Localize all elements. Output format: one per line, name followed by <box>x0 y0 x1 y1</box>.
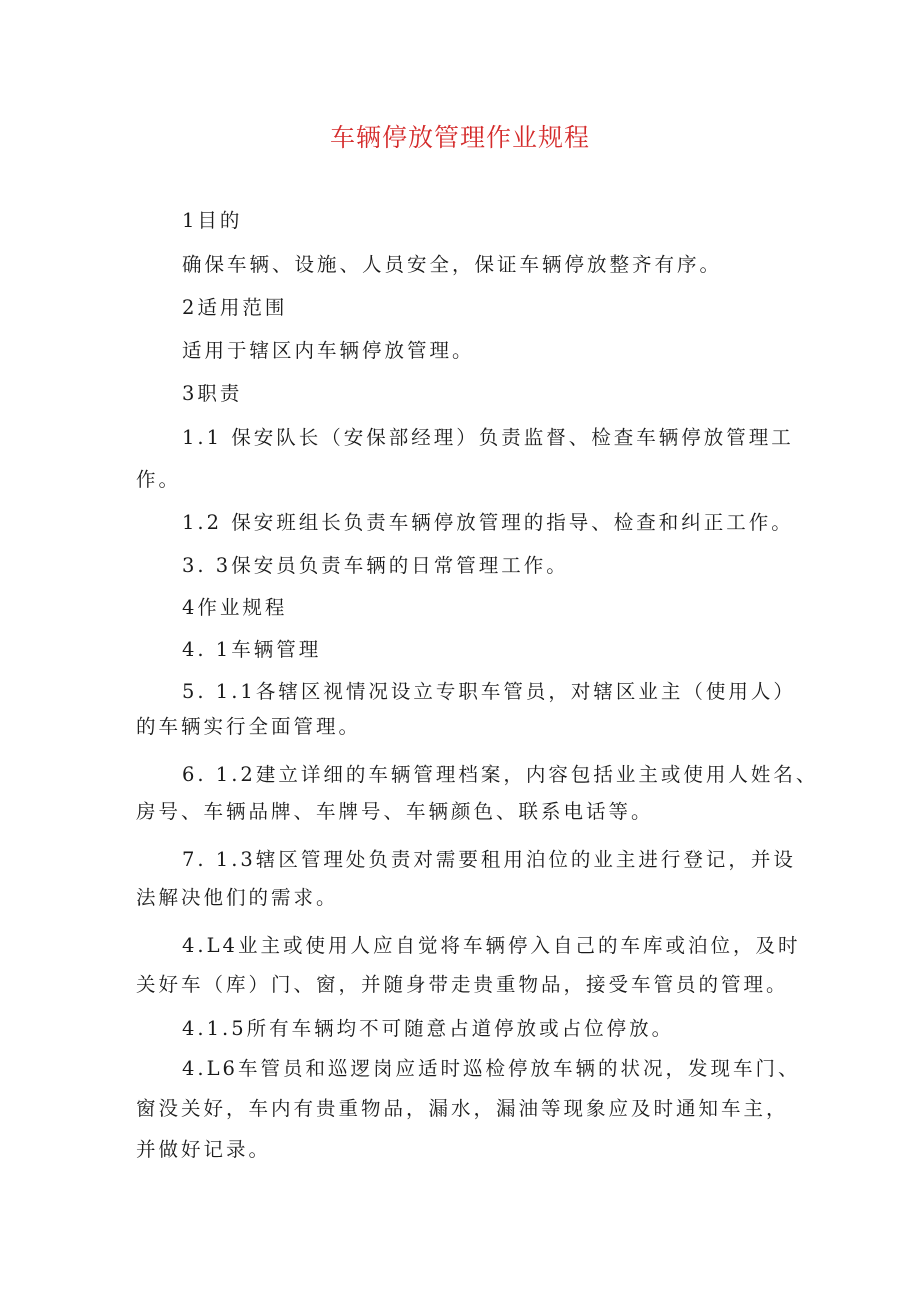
body-line: 3. 3保安员负责车辆的日常管理工作。 <box>182 554 569 577</box>
subsection-heading: 4. 1车辆管理 <box>182 638 322 661</box>
body-line-continuation: 并做好记录。 <box>136 1138 272 1161</box>
body-line: 5. 1.1各辖区视情况设立专职车管员，对辖区业主（使用人） <box>182 680 796 703</box>
body-line: 确保车辆、设施、人员安全，保证车辆停放整齐有序。 <box>182 253 723 276</box>
body-line-continuation: 法解决他们的需求。 <box>136 886 339 909</box>
body-line: 4.L6车管员和巡逻岗应适时巡检停放车辆的状况，发现车门、 <box>182 1057 801 1080</box>
body-line: 4.L4业主或使用人应自觉将车辆停入自己的车库或泊位，及时 <box>182 934 801 957</box>
body-line: 适用于辖区内车辆停放管理。 <box>182 339 475 362</box>
body-line: 4.1.5所有车辆均不可随意占道停放或占位停放。 <box>182 1017 675 1040</box>
body-line: 1.1 保安队长（安保部经理）负责监督、检查车辆停放管理工 <box>182 426 794 449</box>
body-line: 7. 1.3辖区管理处负责对需要租用泊位的业主进行登记，并设 <box>182 848 796 871</box>
body-line-continuation: 关好车（库）门、窗，并随身带走贵重物品，接受车管员的管理。 <box>136 973 789 996</box>
body-line-continuation: 房号、车辆品牌、车牌号、车辆颜色、联系电话等。 <box>136 800 654 823</box>
section-heading-procedures: 4作业规程 <box>182 596 288 619</box>
body-line-continuation: 窗没关好，车内有贵重物品，漏水，漏油等现象应及时通知车主， <box>136 1097 789 1120</box>
section-heading-scope: 2适用范围 <box>182 296 288 319</box>
body-line: 1.2 保安班组长负责车辆停放管理的指导、检查和纠正工作。 <box>182 511 794 534</box>
section-heading-purpose: 1目的 <box>182 209 243 232</box>
document-title: 车辆停放管理作业规程 <box>329 123 590 152</box>
body-line: 6. 1.2建立详细的车辆管理档案，内容包括业主或使用人姓名、 <box>182 763 819 786</box>
body-line-continuation: 作。 <box>136 468 182 491</box>
section-heading-responsibilities: 3职责 <box>182 382 243 405</box>
body-line-continuation: 的车辆实行全面管理。 <box>136 715 362 738</box>
